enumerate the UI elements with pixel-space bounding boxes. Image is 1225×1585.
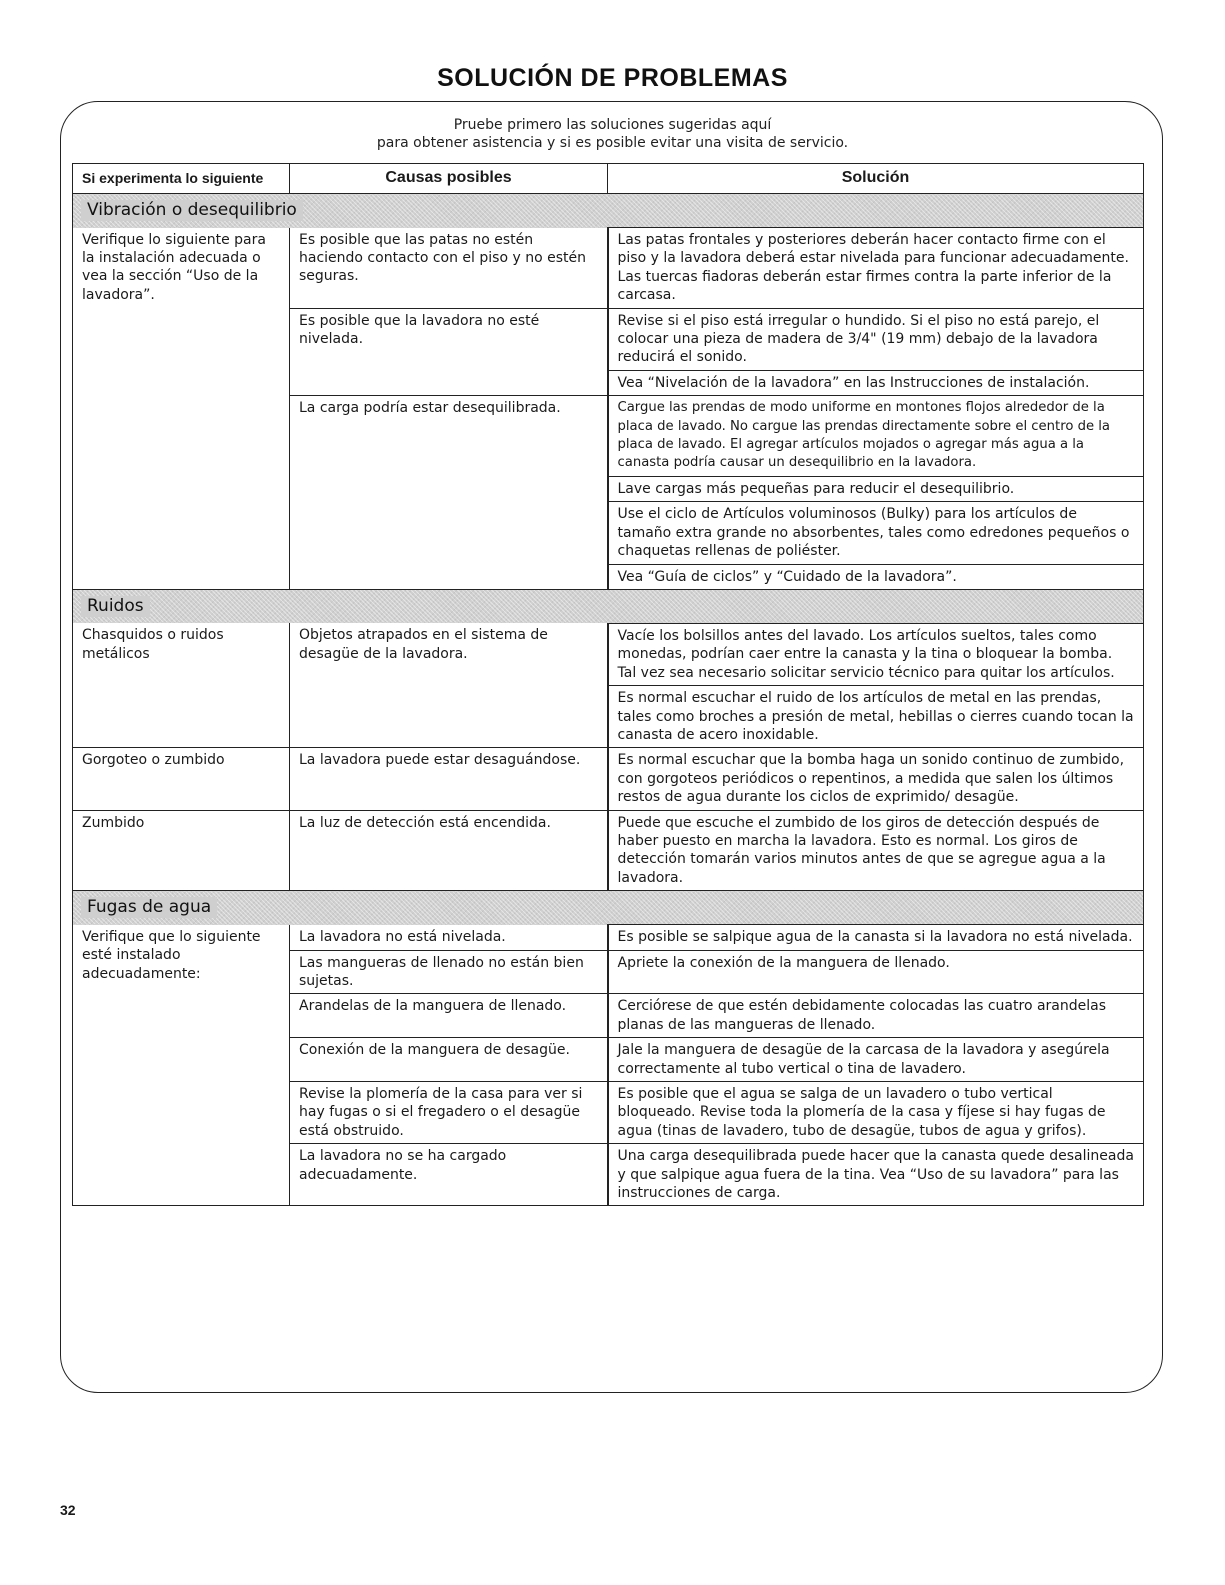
- header-causes: Causas posibles: [290, 164, 608, 194]
- solution-cell: Es normal escuchar el ruido de los artículos de metal en las prendas, tales como broches a presión de metal, hebillas o cierres cuando tocan la canasta de acero inoxidable.: [608, 686, 1144, 748]
- troubleshooting-table: [72, 163, 1144, 1206]
- solution-cell: Es posible se salpique agua de la canasta si la lavadora no está nivelada.: [608, 925, 1144, 950]
- solution-cell: Use el ciclo de Artículos voluminosos (Bulky) para los artículos de tamaño extra grande no absorbentes, tales como edredones pequeños o chaquetas rellenas de poliéster.: [608, 502, 1144, 564]
- cause-cell: La carga podría estar desequilibrada.: [290, 396, 608, 590]
- header-symptom: Si experimenta lo siguiente: [73, 164, 290, 194]
- solution-cell: Jale la manguera de desagüe de la carcasa de la lavadora y asegúrela correctamente al tubo vertical o tina de lavadero.: [608, 1038, 1144, 1082]
- header-solution: Solución: [608, 164, 1144, 194]
- section-header-row: [73, 589, 1144, 623]
- solution-cell: Vea “Nivelación de la lavadora” en las Instrucciones de instalación.: [608, 370, 1144, 395]
- table-row: [73, 228, 1144, 309]
- solution-cell: Es posible que el agua se salga de un lavadero o tubo vertical bloqueado. Revise toda la plomería de la casa y fíjese si hay fugas de agua (tinas de lavadero, tubo de desagüe, tubos de agua y grifos).: [608, 1082, 1144, 1144]
- symptom-cell: Zumbido: [73, 810, 290, 891]
- section-title: Vibración o desequilibrio: [81, 200, 303, 221]
- solution-cell: Lave cargas más pequeñas para reducir el desequilibrio.: [608, 476, 1144, 501]
- cause-cell: La luz de detección está encendida.: [290, 810, 608, 891]
- table-body: [73, 194, 1144, 1206]
- page-number: 32: [60, 1502, 76, 1518]
- symptom-cell: Verifique lo siguiente para la instalación adecuada o vea la sección “Uso de la lavadora”.: [73, 228, 290, 590]
- section-header-row: [73, 891, 1144, 925]
- table-row: [73, 810, 1144, 891]
- solution-cell: Puede que escuche el zumbido de los giros de detección después de haber puesto en marcha la lavadora. Esto es normal. Los giros de detección tomarán varios minutos antes de que se agregue agua a la lavadora.: [608, 810, 1144, 891]
- section-header-cell: [73, 194, 1144, 228]
- solution-cell: Revise si el piso está irregular o hundido. Si el piso no está parejo, el colocar una pieza de madera de 3/4" (19 mm) debajo de la lavadora reducirá el sonido.: [608, 308, 1144, 370]
- cause-cell: La lavadora no está nivelada.: [290, 925, 608, 950]
- symptom-cell: Chasquidos o ruidos metálicos: [73, 623, 290, 747]
- solution-cell: Cargue las prendas de modo uniforme en montones flojos alrededor de la placa de lavado. No cargue las prendas directamente sobre el centro de la placa de lavado. El agregar artículos mojados o agregar más agua a la canasta podría causar un desequilibrio en la lavadora.: [608, 396, 1144, 477]
- solution-cell: Las patas frontales y posteriores deberán hacer contacto firme con el piso y la lavadora deberá estar nivelada para funcionar adecuadamente. Las tuercas fiadoras deberán estar firmes contra la parte inferior de la carcasa.: [608, 228, 1144, 309]
- table-row: [73, 623, 1144, 685]
- solution-cell: Vea “Guía de ciclos” y “Cuidado de la lavadora”.: [608, 564, 1144, 589]
- solution-cell: Vacíe los bolsillos antes del lavado. Los artículos sueltos, tales como monedas, podrían caer entre la canasta y la tina o bloquear la bomba. Tal vez sea necesario solicitar servicio técnico para quitar los artículos.: [608, 623, 1144, 685]
- intro-line-1: Pruebe primero las soluciones sugeridas aquí: [453, 117, 772, 133]
- table-row: [73, 925, 1144, 950]
- solution-cell: Una carga desequilibrada puede hacer que la canasta quede desalineada y que salpique agua fuera de la tina. Vea “Uso de su lavadora” para las instrucciones de carga.: [608, 1144, 1144, 1206]
- cause-cell: Es posible que las patas no estén haciendo contacto con el piso y no estén seguras.: [290, 228, 608, 309]
- intro-line-2: para obtener asistencia y si es posible evitar una visita de servicio.: [376, 135, 849, 151]
- cause-cell: Objetos atrapados en el sistema de desagüe de la lavadora.: [290, 623, 608, 747]
- section-header-row: [73, 194, 1144, 228]
- cause-cell: Arandelas de la manguera de llenado.: [290, 994, 608, 1038]
- section-header-cell: [73, 589, 1144, 623]
- table-row: [73, 748, 1144, 810]
- section-title: Fugas de agua: [81, 897, 217, 918]
- cause-cell: Es posible que la lavadora no esté nivelada.: [290, 308, 608, 396]
- solution-cell: Cerciórese de que estén debidamente colocadas las cuatro arandelas planas de las mangueras de llenado.: [608, 994, 1144, 1038]
- solution-cell: Apriete la conexión de la manguera de llenado.: [608, 950, 1144, 994]
- table-header-row: [73, 164, 1144, 194]
- cause-cell: La lavadora puede estar desaguándose.: [290, 748, 608, 810]
- intro-text: [0, 116, 1225, 152]
- page-title: SOLUCIÓN DE PROBLEMAS: [437, 64, 788, 92]
- cause-cell: Las mangueras de llenado no están bien sujetas.: [290, 950, 608, 994]
- cause-cell: Revise la plomería de la casa para ver si hay fugas o si el fregadero o el desagüe está obstruido.: [290, 1082, 608, 1144]
- symptom-cell: Gorgoteo o zumbido: [73, 748, 290, 810]
- solution-cell: Es normal escuchar que la bomba haga un sonido continuo de zumbido, con gorgoteos periódicos o repentinos, a medida que salen los últimos restos de agua durante los ciclos de exprimido/ desagüe.: [608, 748, 1144, 810]
- section-title: Ruidos: [81, 596, 150, 617]
- cause-cell: La lavadora no se ha cargado adecuadamente.: [290, 1144, 608, 1206]
- section-header-cell: [73, 891, 1144, 925]
- symptom-cell: Verifique que lo siguiente esté instalado adecuadamente:: [73, 925, 290, 1206]
- cause-cell: Conexión de la manguera de desagüe.: [290, 1038, 608, 1082]
